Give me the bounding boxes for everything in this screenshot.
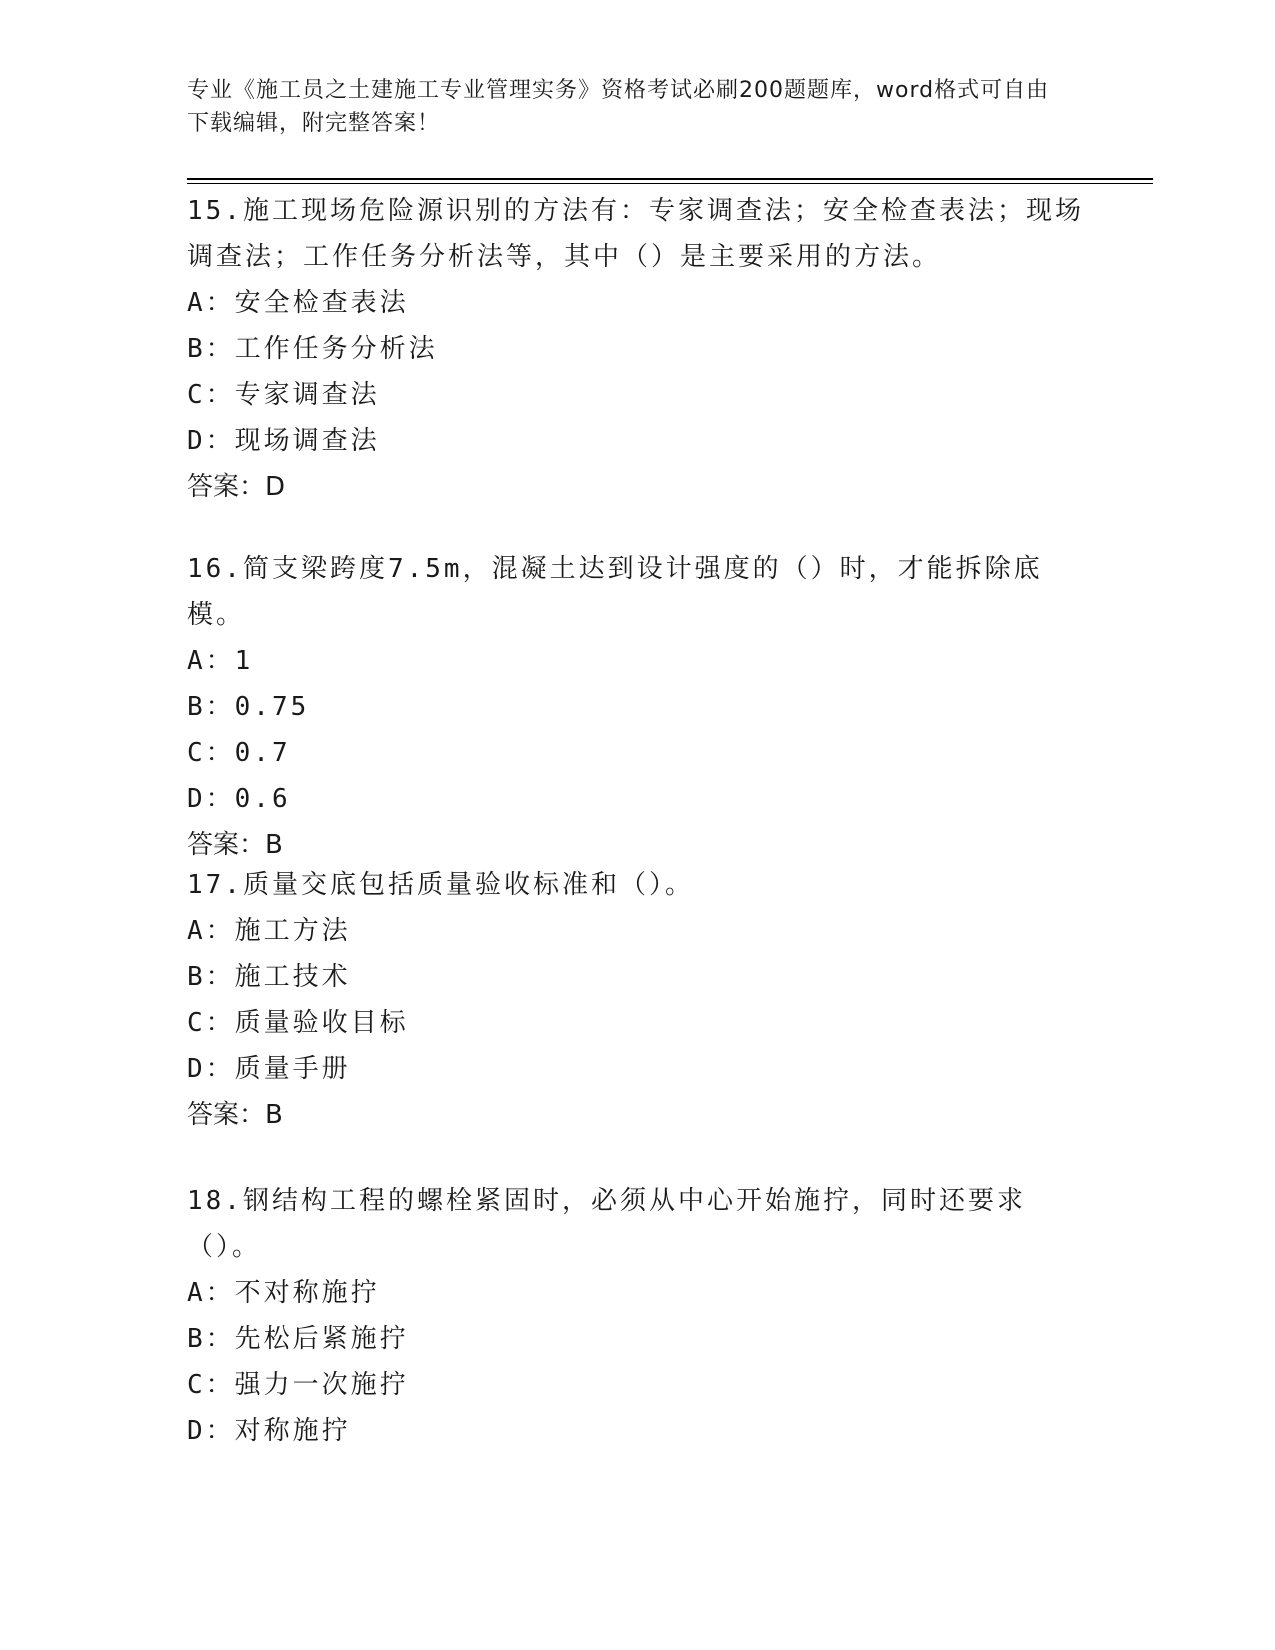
- option-a: A：1: [187, 646, 254, 676]
- option-a: A：不对称施拧: [187, 1278, 380, 1308]
- option-b: B：工作任务分析法: [187, 334, 438, 364]
- option-c: C：专家调查法: [187, 380, 380, 410]
- option-d: D：0.6: [187, 784, 291, 814]
- answer-text: 答案：B: [187, 1100, 283, 1130]
- answer-text: 答案：B: [187, 830, 283, 860]
- question-18: [187, 1178, 1087, 1454]
- document-header: 专业《施工员之土建施工专业管理实务》资格考试必刷200题题库，word格式可自由下载编辑，附完整答案！: [187, 78, 1050, 136]
- question-17: [187, 862, 1087, 1138]
- question-stem: 18.钢结构工程的螺栓紧固时，必须从中心开始施拧，同时还要求（）。: [187, 1186, 1026, 1262]
- option-d: D：对称施拧: [187, 1416, 351, 1446]
- header-divider-thin: [187, 183, 1153, 184]
- option-b: B：先松后紧施拧: [187, 1324, 409, 1354]
- question-stem: 17.质量交底包括质量验收标准和（）。: [187, 870, 694, 900]
- option-c: C：质量验收目标: [187, 1008, 409, 1038]
- header-divider: [187, 178, 1153, 180]
- option-c: C：强力一次施拧: [187, 1370, 409, 1400]
- option-a: A：施工方法: [187, 916, 351, 946]
- option-d: D：质量手册: [187, 1054, 351, 1084]
- question-stem: 15.施工现场危险源识别的方法有：专家调查法；安全检查表法；现场调查法；工作任务分析法等，其中（）是主要采用的方法。: [187, 196, 1084, 272]
- option-d: D：现场调查法: [187, 426, 380, 456]
- option-c: C：0.7: [187, 738, 291, 768]
- question-15: [187, 188, 1087, 510]
- option-a: A：安全检查表法: [187, 288, 409, 318]
- answer-text: 答案：D: [187, 472, 286, 502]
- option-b: B：施工技术: [187, 962, 351, 992]
- question-stem: 16.简支梁跨度7.5m，混凝土达到设计强度的（）时，才能拆除底模。: [187, 554, 1043, 630]
- option-b: B：0.75: [187, 692, 310, 722]
- question-16: [187, 546, 1087, 868]
